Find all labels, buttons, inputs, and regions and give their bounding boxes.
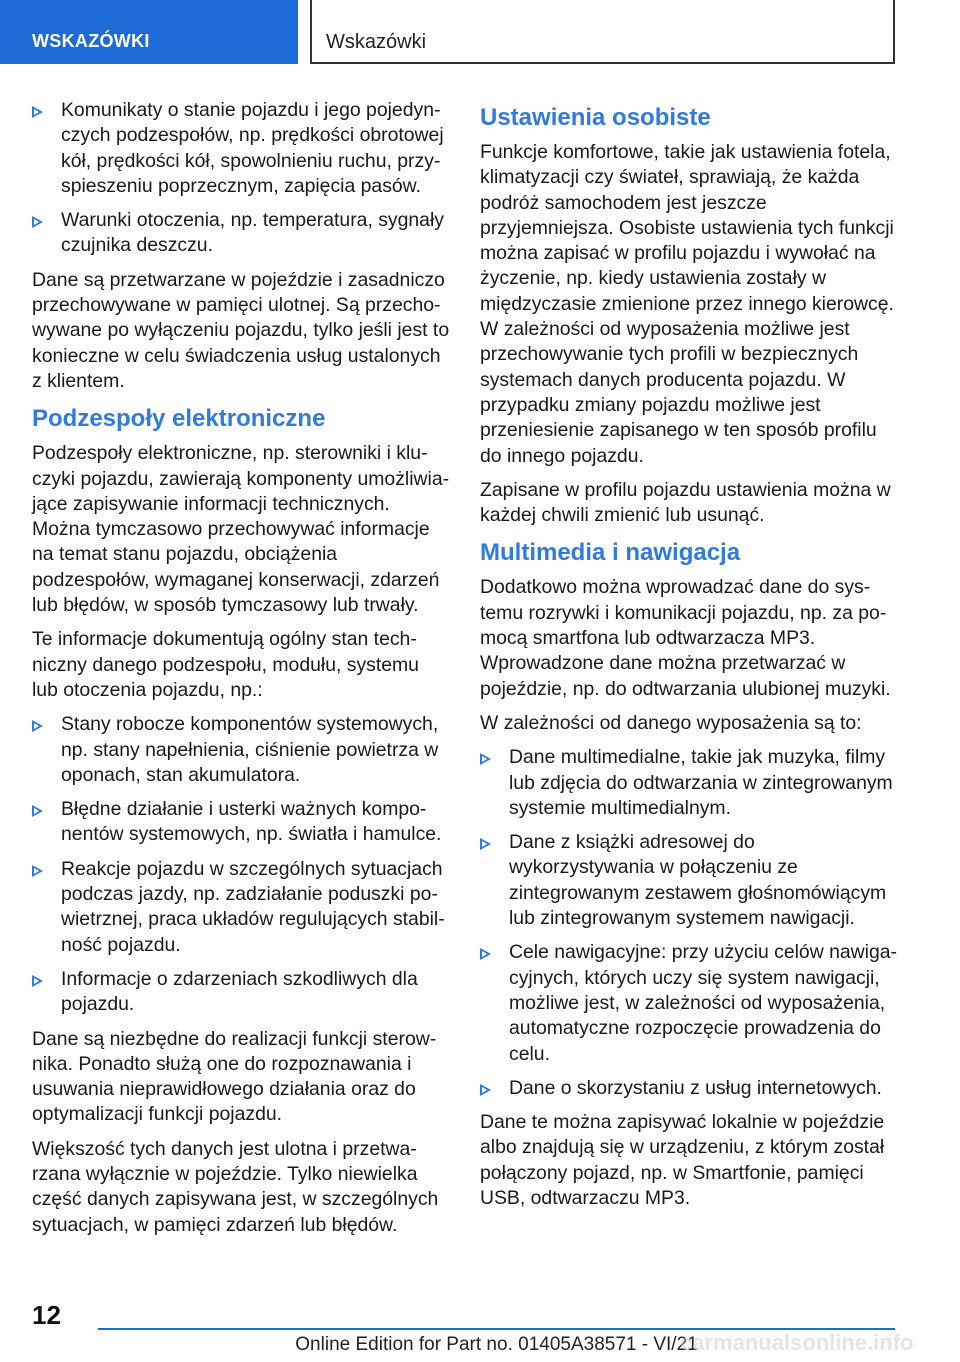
edition-note: Online Edition for Part no. 01405A38571 - VI/21 <box>295 1334 698 1355</box>
triangle-bullet-icon <box>480 753 491 765</box>
triangle-bullet-icon <box>32 216 43 228</box>
triangle-bullet-icon <box>32 865 43 877</box>
triangle-bullet-icon <box>32 720 43 732</box>
paragraph: Funkcje komfortowe, takie jak ustawienia fotela, klimatyzacji czy świateł, sprawiają, że każda podróż samochodem jest jeszcze przyjemniejsza. Osobiste ustawienia tych funkcji można zapisać w profilu pojazdu i wywołać na życzenie, np. kiedy ustawienia zostały w międzyczasie zmienione przez innego kierowcę. W zależności od wyposażenia możliwe jest przechowywanie tych profili w bezpiecznych systemach danych producenta pojazdu. W przypadku zmiany pojazdu możliwe jest przeniesienie zapisanego w ten sposób profilu do innego pojazdu. <box>480 141 894 467</box>
paragraph: Dane są niezbędne do realizacji funkcji sterownika. Ponadto służą one do rozpoznawania i usuwania nieprawidłowego działania oraz do optymalizacji funkcji pojazdu. <box>32 1027 437 1126</box>
list-item: Dane z książki adresowej do wykorzystywania w połączeniu ze zintegrowanym zestawem głośnomówiącym lub zintegrowanym systemem nawigacji. <box>480 830 898 931</box>
paragraph: W zależności od danego wyposażenia są to: <box>480 711 862 734</box>
paragraph: Dane są przetwarzane w pojeździe i zasadniczo przechowywane w pamięci ulotnej. Są przechowywane po wyłączeniu pojazdu, tylko jeśli jest to konieczne w celu świadczenia usług ustalonych z klientem. <box>32 268 450 392</box>
left-column <box>32 98 450 1247</box>
triangle-bullet-icon <box>480 1084 491 1096</box>
list-item: Dane multimedialne, takie jak muzyka, filmy lub zdjęcia do odtwarzania w zintegrowanym systemie multimedialnym. <box>480 745 898 821</box>
list-item: Komunikaty o stanie pojazdu i jego pojedynczych podzespołów, np. prędkości obrotowej kół, prędkości kół, spowolnieniu ruchu, przyspieszeniu poprzecznym, zapięcia pasów. <box>32 98 450 199</box>
bullet-list <box>32 712 450 1017</box>
page-title: Wskazówki <box>310 0 895 64</box>
paragraph: Zapisane w profilu pojazdu ustawienia można w każdej chwili zmienić lub usunąć. <box>480 478 891 527</box>
section-heading: Podzespoły elektroniczne <box>32 405 326 433</box>
paragraph: Dane te można zapisywać lokalnie w pojeździe albo znajdują się w urządzeniu, z którym został połączony pojazd, np. w Smartfonie, pamięci USB, odtwarzaczu MP3. <box>480 1111 885 1209</box>
list-item: Reakcje pojazdu w szczególnych sytuacjach podczas jazdy, np. zadziałanie poduszki powietrznej, praca układów regulujących stabilność pojazdu. <box>32 857 450 958</box>
section-heading: Multimedia i nawigacja <box>480 539 741 567</box>
paragraph: Większość tych danych jest ulotna i przetwarzana wyłącznie w pojeździe. Tylko niewielka część danych zapisywana jest, w szczególnych sytuacjach, w pamięci zdarzeń lub błędów. <box>32 1137 439 1236</box>
list-item: Stany robocze komponentów systemowych, np. stany napełnienia, ciśnienie powietrza w oponach, stan akumulatora. <box>32 712 450 788</box>
triangle-bullet-icon <box>480 838 491 850</box>
list-item: Dane o skorzystaniu z usług internetowych. <box>480 1076 898 1101</box>
paragraph: Podzespoły elektroniczne, np. sterowniki i kluczyki pojazdu, zawierają komponenty umożliwiające zapisywanie informacji technicznych. Można tymczasowo przechowywać informacje na temat stanu pojazdu, obciążenia podzespołów, wymaganej konserwacji, zdarzeń lub błędów, w sposób tymczasowy lub trwały. <box>32 442 450 617</box>
list-item: Błędne działanie i usterki ważnych komponentów systemowych, np. światła i hamulce. <box>32 797 450 848</box>
watermark: carmanualsonline.info <box>680 1330 914 1355</box>
section-heading: Ustawienia osobiste <box>480 104 711 131</box>
triangle-bullet-icon <box>32 975 43 987</box>
page-number: 12 <box>32 1300 61 1330</box>
triangle-bullet-icon <box>32 106 43 118</box>
paragraph: Dodatkowo można wprowadzać dane do systemu rozrywki i komunikacji pojazdu, np. za pomocą smartfona lub odtwarzacza MP3. Wprowadzone dane można przetwarzać w pojeździe, np. do odtwarzania ulubionej muzyki. <box>480 576 891 700</box>
section-tab: WSKAZÓWKI <box>0 0 298 64</box>
triangle-bullet-icon <box>480 948 491 960</box>
list-item: Cele nawigacyjne: przy użyciu celów nawigacyjnych, których uczy się system nawigacji, możliwe jest, w zależności od wyposażenia, automatyczne rozpoczęcie prowadzenia do celu. <box>480 940 898 1066</box>
bullet-list <box>480 745 898 1101</box>
list-item: Informacje o zdarzeniach szkodliwych dla pojazdu. <box>32 967 450 1018</box>
paragraph: Te informacje dokumentują ogólny stan techniczny danego podzespołu, modułu, systemu lub otoczenia pojazdu, np.: <box>32 628 419 701</box>
bullet-list <box>32 98 450 259</box>
right-column <box>480 98 898 1220</box>
list-item: Warunki otoczenia, np. temperatura, sygnały czujnika deszczu. <box>32 208 450 259</box>
footer-divider <box>98 1328 895 1330</box>
triangle-bullet-icon <box>32 805 43 817</box>
